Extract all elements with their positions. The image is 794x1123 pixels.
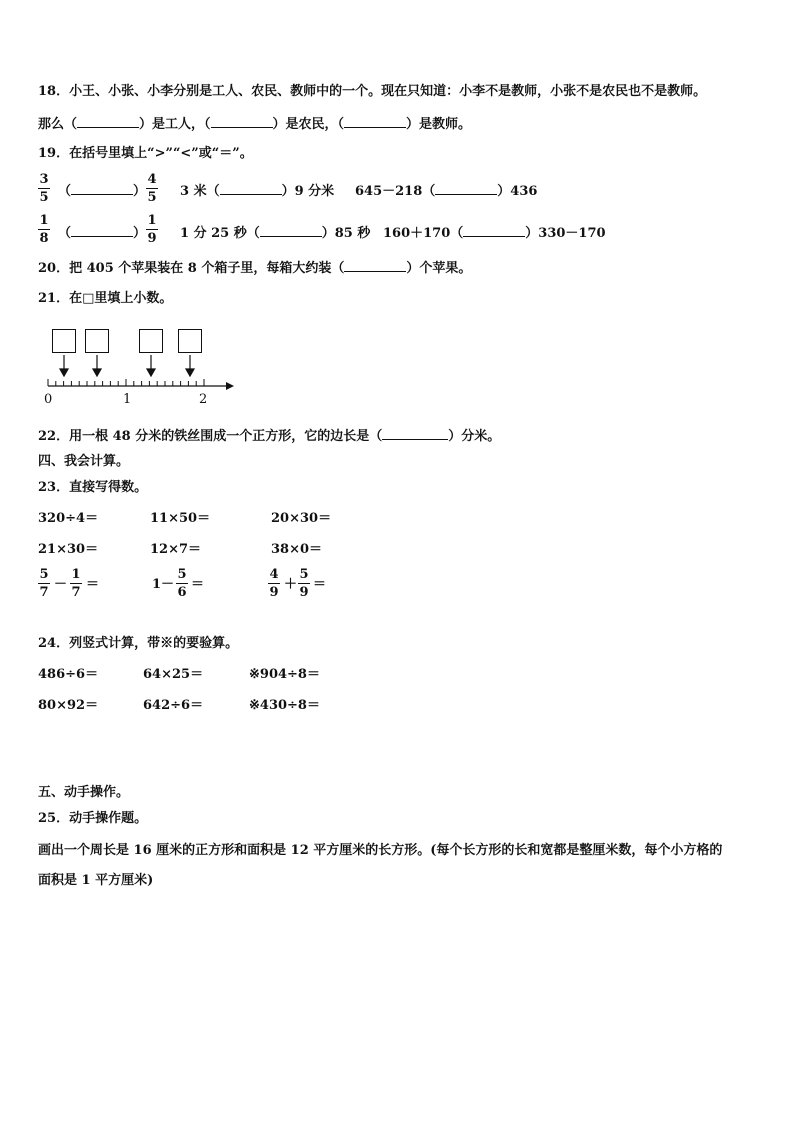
compare-row1-c: 645－218（ ）436 bbox=[355, 184, 538, 199]
fraction: 5 9 bbox=[299, 567, 309, 600]
answer-blank[interactable] bbox=[463, 224, 525, 237]
answer-blank[interactable] bbox=[382, 427, 448, 440]
q23-title: 23．直接写得数。 bbox=[38, 480, 148, 495]
section-heading: 五、动手操作。 bbox=[38, 785, 130, 800]
calc-item: ※430÷8＝ bbox=[249, 698, 320, 713]
answer-blank[interactable] bbox=[71, 224, 133, 237]
answer-blank[interactable] bbox=[71, 182, 133, 195]
q25-line2: 面积是 1 平方厘米) bbox=[38, 873, 154, 888]
fraction: 3 5 bbox=[39, 172, 49, 205]
answer-blank[interactable] bbox=[344, 259, 406, 272]
calc-item: 642÷6＝ bbox=[143, 698, 204, 713]
calc-item: 20×30＝ bbox=[271, 511, 332, 526]
number-line-box[interactable] bbox=[52, 329, 76, 353]
equals: ＝ bbox=[191, 577, 205, 592]
whole-number: 1－ bbox=[152, 577, 175, 592]
equals: ＝ bbox=[313, 577, 327, 592]
fraction: 1 9 bbox=[147, 213, 157, 246]
axis-arrow-icon bbox=[226, 382, 234, 390]
fraction: 4 9 bbox=[269, 567, 279, 600]
answer-blank[interactable] bbox=[260, 224, 322, 237]
q21-title: 21．在□里填上小数。 bbox=[38, 291, 173, 306]
q19-title: 19．在括号里填上“>”“<”或“＝”。 bbox=[38, 146, 253, 161]
fraction: 5 6 bbox=[177, 567, 187, 600]
compare-blank-row2-a: （ ） bbox=[58, 226, 147, 241]
down-arrow-icon bbox=[60, 355, 194, 376]
operator: ＋ bbox=[284, 577, 298, 592]
compare-blank-row1-a: （ ） bbox=[58, 184, 147, 199]
q20-line: 20．把 405 个苹果装在 8 个箱子里，每箱大约装（ ）个苹果。 bbox=[38, 261, 472, 276]
calc-item: 64×25＝ bbox=[143, 667, 204, 682]
operator: － bbox=[54, 577, 68, 592]
q18-line1: 18．小王、小张、小李分别是工人、农民、教师中的一个。现在只知道：小李不是教师，小张不是农民也不是教师。 bbox=[38, 84, 707, 99]
compare-row2-b: 1 分 25 秒（ ）85 秒 bbox=[180, 226, 371, 241]
q22-line: 22．用一根 48 分米的铁丝围成一个正方形，它的边长是（ ）分米。 bbox=[38, 429, 501, 444]
calc-item: 21×30＝ bbox=[38, 542, 99, 557]
compare-row1-b: 3 米（ ）9 分米 bbox=[180, 184, 335, 199]
answer-blank[interactable] bbox=[211, 115, 273, 128]
calc-item: 11×50＝ bbox=[150, 511, 211, 526]
number-line-box[interactable] bbox=[178, 329, 202, 353]
calc-item: 486÷6＝ bbox=[38, 667, 99, 682]
fraction: 1 8 bbox=[39, 213, 49, 246]
calc-item: 12×7＝ bbox=[150, 542, 202, 557]
answer-blank[interactable] bbox=[77, 115, 139, 128]
calc-item: 320÷4＝ bbox=[38, 511, 99, 526]
compare-row2-c: 160＋170（ ）330－170 bbox=[383, 226, 606, 241]
q24-title: 24．列竖式计算，带※的要验算。 bbox=[38, 636, 239, 651]
axis-label-0: 0 bbox=[44, 392, 53, 407]
q25-title: 25．动手操作题。 bbox=[38, 811, 148, 826]
q25-line1: 画出一个周长是 16 厘米的正方形和面积是 12 平方厘米的长方形。(每个长方形的长和宽都是整厘米数，每个小方格的 bbox=[38, 843, 723, 858]
answer-blank[interactable] bbox=[344, 115, 406, 128]
equals: ＝ bbox=[86, 577, 100, 592]
fraction: 5 7 bbox=[39, 567, 49, 600]
calc-item: 80×92＝ bbox=[38, 698, 99, 713]
answer-blank[interactable] bbox=[220, 182, 282, 195]
axis-label-2: 2 bbox=[199, 392, 208, 407]
q18-line2: 那么（ ）是工人，（ ）是农民，（ ）是教师。 bbox=[38, 117, 472, 132]
calc-item: ※904÷8＝ bbox=[249, 667, 320, 682]
fraction: 1 7 bbox=[71, 567, 81, 600]
section-heading: 四、我会计算。 bbox=[38, 454, 130, 469]
number-line-box[interactable] bbox=[139, 329, 163, 353]
number-line-box[interactable] bbox=[85, 329, 109, 353]
answer-blank[interactable] bbox=[435, 182, 497, 195]
axis-label-1: 1 bbox=[123, 392, 132, 407]
calc-item: 38×0＝ bbox=[271, 542, 323, 557]
number-line bbox=[40, 353, 240, 393]
fraction: 4 5 bbox=[147, 172, 157, 205]
